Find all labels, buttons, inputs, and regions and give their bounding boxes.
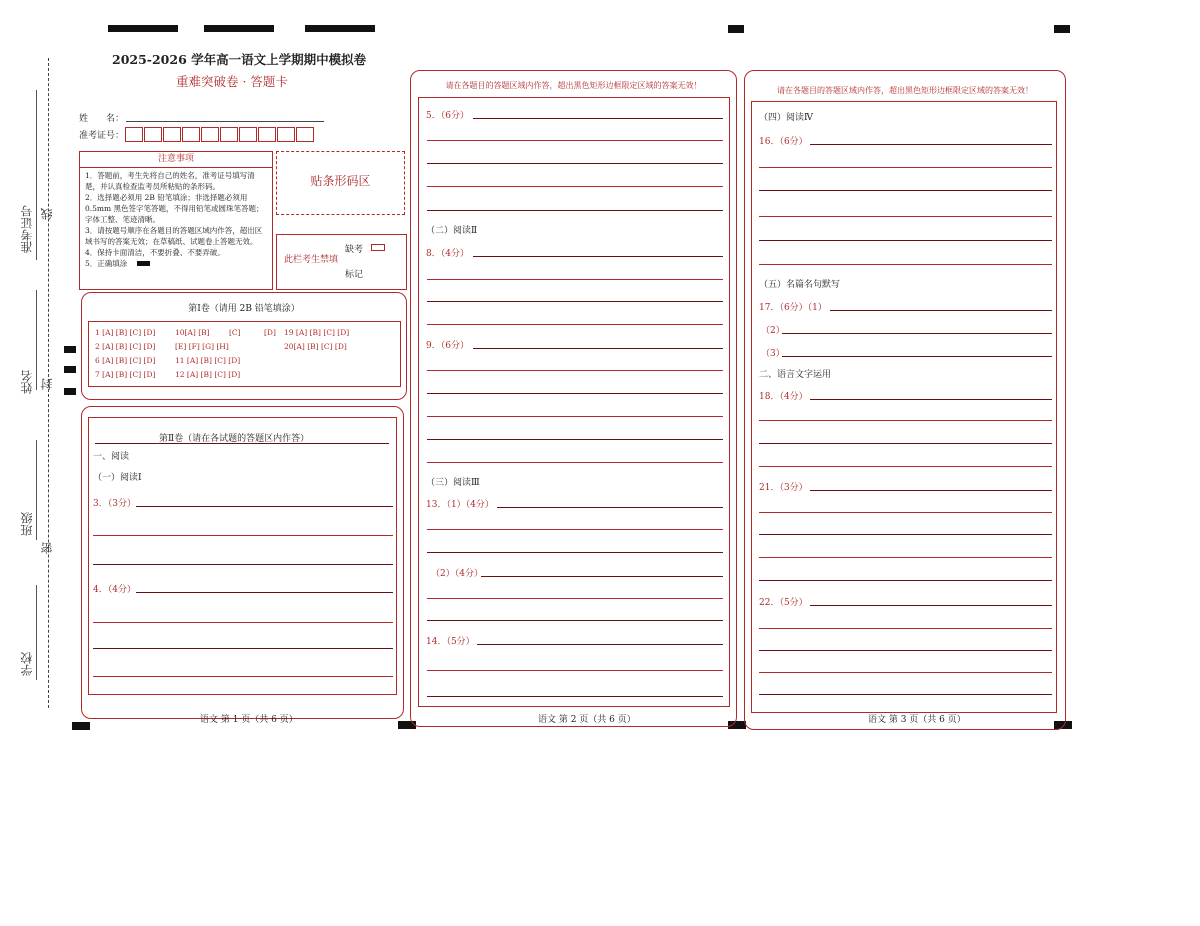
question-14-label: 14．（5分）	[426, 637, 475, 647]
answer-line[interactable]	[759, 557, 1052, 558]
name-label: 姓 名：	[79, 114, 125, 124]
question-17-2-label: （2）	[761, 326, 785, 336]
answer-line[interactable]	[759, 190, 1052, 191]
option-row[interactable]: 7 [A] [B] [C] [D]	[95, 370, 156, 379]
side-name-label: 姓名	[20, 370, 34, 394]
option-row[interactable]: [D]	[264, 328, 276, 337]
exam-subtitle: 重难突破卷 · 答题卡	[176, 74, 288, 89]
page2-answer-area	[418, 97, 730, 707]
notice-item: 2．选择题必须用 2B 铅笔填涂；非选择题必须用 0.5mm 黑色签字笔答题，不得用铅笔或圆珠笔答题；字体工整、笔迹清晰。	[85, 193, 264, 224]
notice-item: 3．请按题号顺序在各题目的答题区域内作答，超出区域书写的答案无效；在草稿纸、试题卷上答题无效。	[85, 226, 263, 246]
page2-box	[410, 70, 737, 727]
answer-line[interactable]	[759, 650, 1052, 651]
option-row[interactable]: 20[A] [B] [C] [D]	[284, 342, 347, 351]
timing-mark	[64, 346, 76, 353]
answer-line[interactable]	[427, 279, 723, 280]
answer-line[interactable]	[93, 535, 393, 536]
answer-line[interactable]	[759, 216, 1052, 217]
answer-line[interactable]	[427, 324, 723, 325]
answer-line[interactable]	[759, 466, 1052, 467]
answer-line[interactable]	[93, 676, 393, 677]
mark-label: 标记	[345, 270, 364, 280]
answer-line[interactable]	[136, 506, 393, 507]
page3-answer-area	[751, 101, 1057, 713]
question-17-3-label: （3）	[761, 349, 785, 359]
option-row[interactable]: [C]	[229, 328, 241, 337]
answer-line[interactable]	[93, 648, 393, 649]
answer-line[interactable]	[830, 310, 1052, 311]
timing-mark	[1054, 25, 1070, 33]
answer-line[interactable]	[782, 333, 1052, 334]
question-22-label: 22．（5分）	[759, 598, 808, 608]
side-seal-label: 封	[40, 378, 54, 390]
answer-line[interactable]	[782, 356, 1052, 357]
page-footer: 语文 第 3 页（共 6 页）	[868, 715, 966, 725]
answer-line[interactable]	[427, 163, 723, 164]
side-fill-line	[36, 290, 37, 390]
question-9-label: 9．（6分）	[426, 341, 469, 351]
ban-label: 此栏考生禁填	[284, 255, 339, 265]
answer-line[interactable]	[427, 186, 723, 187]
answer-line[interactable]	[427, 552, 723, 553]
page-footer: 语文 第 2 页（共 6 页）	[538, 715, 636, 725]
absent-label: 缺考	[345, 245, 364, 255]
timing-mark	[64, 388, 76, 395]
part2-box	[81, 406, 404, 719]
answer-line[interactable]	[427, 370, 723, 371]
barcode-area	[276, 151, 405, 215]
absent-box	[276, 234, 407, 290]
page3-box	[744, 70, 1066, 730]
part2-answer-area	[88, 417, 397, 695]
option-row[interactable]: 12 [A] [B] [C] [D]	[175, 370, 241, 379]
option-row[interactable]: 19 [A] [B] [C] [D]	[284, 328, 350, 337]
answer-line[interactable]	[427, 620, 723, 621]
option-row[interactable]: 2 [A] [B] [C] [D]	[95, 342, 156, 351]
question-3-label: 3．（3分）	[93, 499, 136, 509]
side-fill-line	[36, 585, 37, 680]
area-warning: 请在各题目的答题区域内作答，超出黑色矩形边框限定区域的答案无效！	[445, 81, 702, 90]
answer-line[interactable]	[427, 529, 723, 530]
answer-line[interactable]	[759, 167, 1052, 168]
answer-line[interactable]	[759, 628, 1052, 629]
section-heading: 一、阅读	[93, 452, 130, 462]
answer-line[interactable]	[477, 644, 723, 645]
side-secret-label: 密	[40, 542, 54, 554]
exam-id-label: 准考证号：	[79, 131, 125, 141]
answer-line[interactable]	[497, 507, 723, 508]
timing-mark	[72, 722, 90, 730]
answer-line[interactable]	[759, 240, 1052, 241]
question-21-label: 21．（3分）	[759, 483, 808, 493]
barcode-label: 贴条形码区	[310, 174, 371, 188]
answer-line[interactable]	[759, 264, 1052, 265]
answer-line[interactable]	[759, 694, 1052, 695]
section-heading: 二、语言文字运用	[759, 370, 832, 380]
answer-line[interactable]	[427, 670, 723, 671]
part1-box	[81, 292, 407, 400]
answer-line[interactable]	[93, 564, 393, 565]
section-heading: （五）名篇名句默写	[759, 280, 841, 290]
area-warning: 请在各题目的答题区域内作答，超出黑色矩形边框限定区域的答案无效！	[777, 86, 1033, 95]
page-footer: 语文 第 1 页（共 6 页）	[200, 715, 298, 725]
question-8-label: 8．（4分）	[426, 249, 469, 259]
part2-title: 第Ⅱ卷（请在各试题的答题区内作答）	[159, 434, 310, 444]
timing-mark	[204, 25, 274, 32]
answer-line[interactable]	[93, 622, 393, 623]
notice-item: 1．答题前，考生先将自己的姓名，准考证号填写清楚，并认真检查监考员所粘贴的条形码。	[85, 171, 255, 191]
question-16-label: 16．（6分）	[759, 137, 808, 147]
answer-line[interactable]	[427, 301, 723, 302]
side-fill-line	[36, 90, 37, 260]
answer-line[interactable]	[427, 140, 723, 141]
question-17-1-label: 17．（6分）（1）	[759, 303, 827, 313]
answer-line[interactable]	[810, 490, 1052, 491]
answer-line[interactable]	[473, 348, 723, 349]
question-13-2-label: （2）（4分）	[431, 569, 483, 579]
exam-title: 2025-2026 学年高一语文上学期期中模拟卷	[112, 52, 367, 67]
option-row[interactable]: 11 [A] [B] [C] [D]	[175, 356, 241, 365]
question-18-label: 18．（4分）	[759, 392, 808, 402]
answer-line[interactable]	[759, 512, 1052, 513]
reading-heading: （四）阅读Ⅳ	[759, 113, 813, 123]
absent-checkbox[interactable]	[371, 244, 385, 251]
reading-heading: （三）阅读Ⅲ	[426, 478, 480, 488]
answer-line[interactable]	[473, 118, 723, 119]
answer-line[interactable]	[427, 598, 723, 599]
exam-id-boxes[interactable]	[125, 127, 315, 146]
reading-heading: （一）阅读Ⅰ	[93, 473, 142, 483]
timing-mark	[108, 25, 178, 32]
timing-mark	[728, 25, 744, 33]
reading-heading: （二）阅读Ⅱ	[426, 226, 478, 236]
answer-line[interactable]	[427, 696, 723, 697]
answer-line[interactable]	[759, 420, 1052, 421]
part1-title: 第Ⅰ卷（请用 2B 铅笔填涂）	[188, 304, 300, 314]
answer-line[interactable]	[136, 592, 393, 593]
option-row[interactable]: 1 [A] [B] [C] [D]	[95, 328, 156, 337]
name-field[interactable]	[126, 121, 324, 122]
answer-line[interactable]	[759, 443, 1052, 444]
side-exam-id-label: 准考证号	[20, 205, 34, 253]
side-school-label: 学校	[20, 652, 34, 676]
answer-line[interactable]	[759, 672, 1052, 673]
answer-line[interactable]	[427, 462, 723, 463]
side-class-label: 班级	[20, 512, 34, 536]
answer-line[interactable]	[427, 439, 723, 440]
filled-example-mark	[137, 261, 150, 266]
question-5-label: 5．（6分）	[426, 111, 469, 121]
answer-line[interactable]	[427, 393, 723, 394]
answer-line[interactable]	[759, 534, 1052, 535]
answer-line[interactable]	[481, 576, 723, 577]
option-row[interactable]: 10[A] [B]	[175, 328, 210, 337]
answer-line[interactable]	[810, 399, 1052, 400]
answer-line[interactable]	[810, 144, 1052, 145]
answer-line[interactable]	[473, 256, 723, 257]
question-4-label: 4．（4分）	[93, 585, 136, 595]
timing-mark	[305, 25, 375, 32]
question-13-1-label: 13．（1）（4分）	[426, 500, 494, 510]
notice-title: 注意事项	[80, 152, 272, 168]
side-fill-line	[36, 440, 37, 540]
answer-line[interactable]	[759, 580, 1052, 581]
notice-box	[79, 151, 273, 290]
option-row[interactable]: 6 [A] [B] [C] [D]	[95, 356, 156, 365]
answer-line[interactable]	[427, 210, 723, 211]
notice-item: 5．正确填涂	[85, 259, 128, 268]
side-line-label: 线	[40, 208, 54, 220]
part1-option-grid	[88, 321, 401, 387]
answer-line[interactable]	[810, 605, 1052, 606]
notice-item: 4．保持卡面清洁，不要折叠、不要弄破。	[85, 248, 225, 257]
timing-mark	[64, 366, 76, 373]
answer-line[interactable]	[427, 416, 723, 417]
option-row[interactable]: [E] [F] [G] [H]	[175, 342, 229, 351]
